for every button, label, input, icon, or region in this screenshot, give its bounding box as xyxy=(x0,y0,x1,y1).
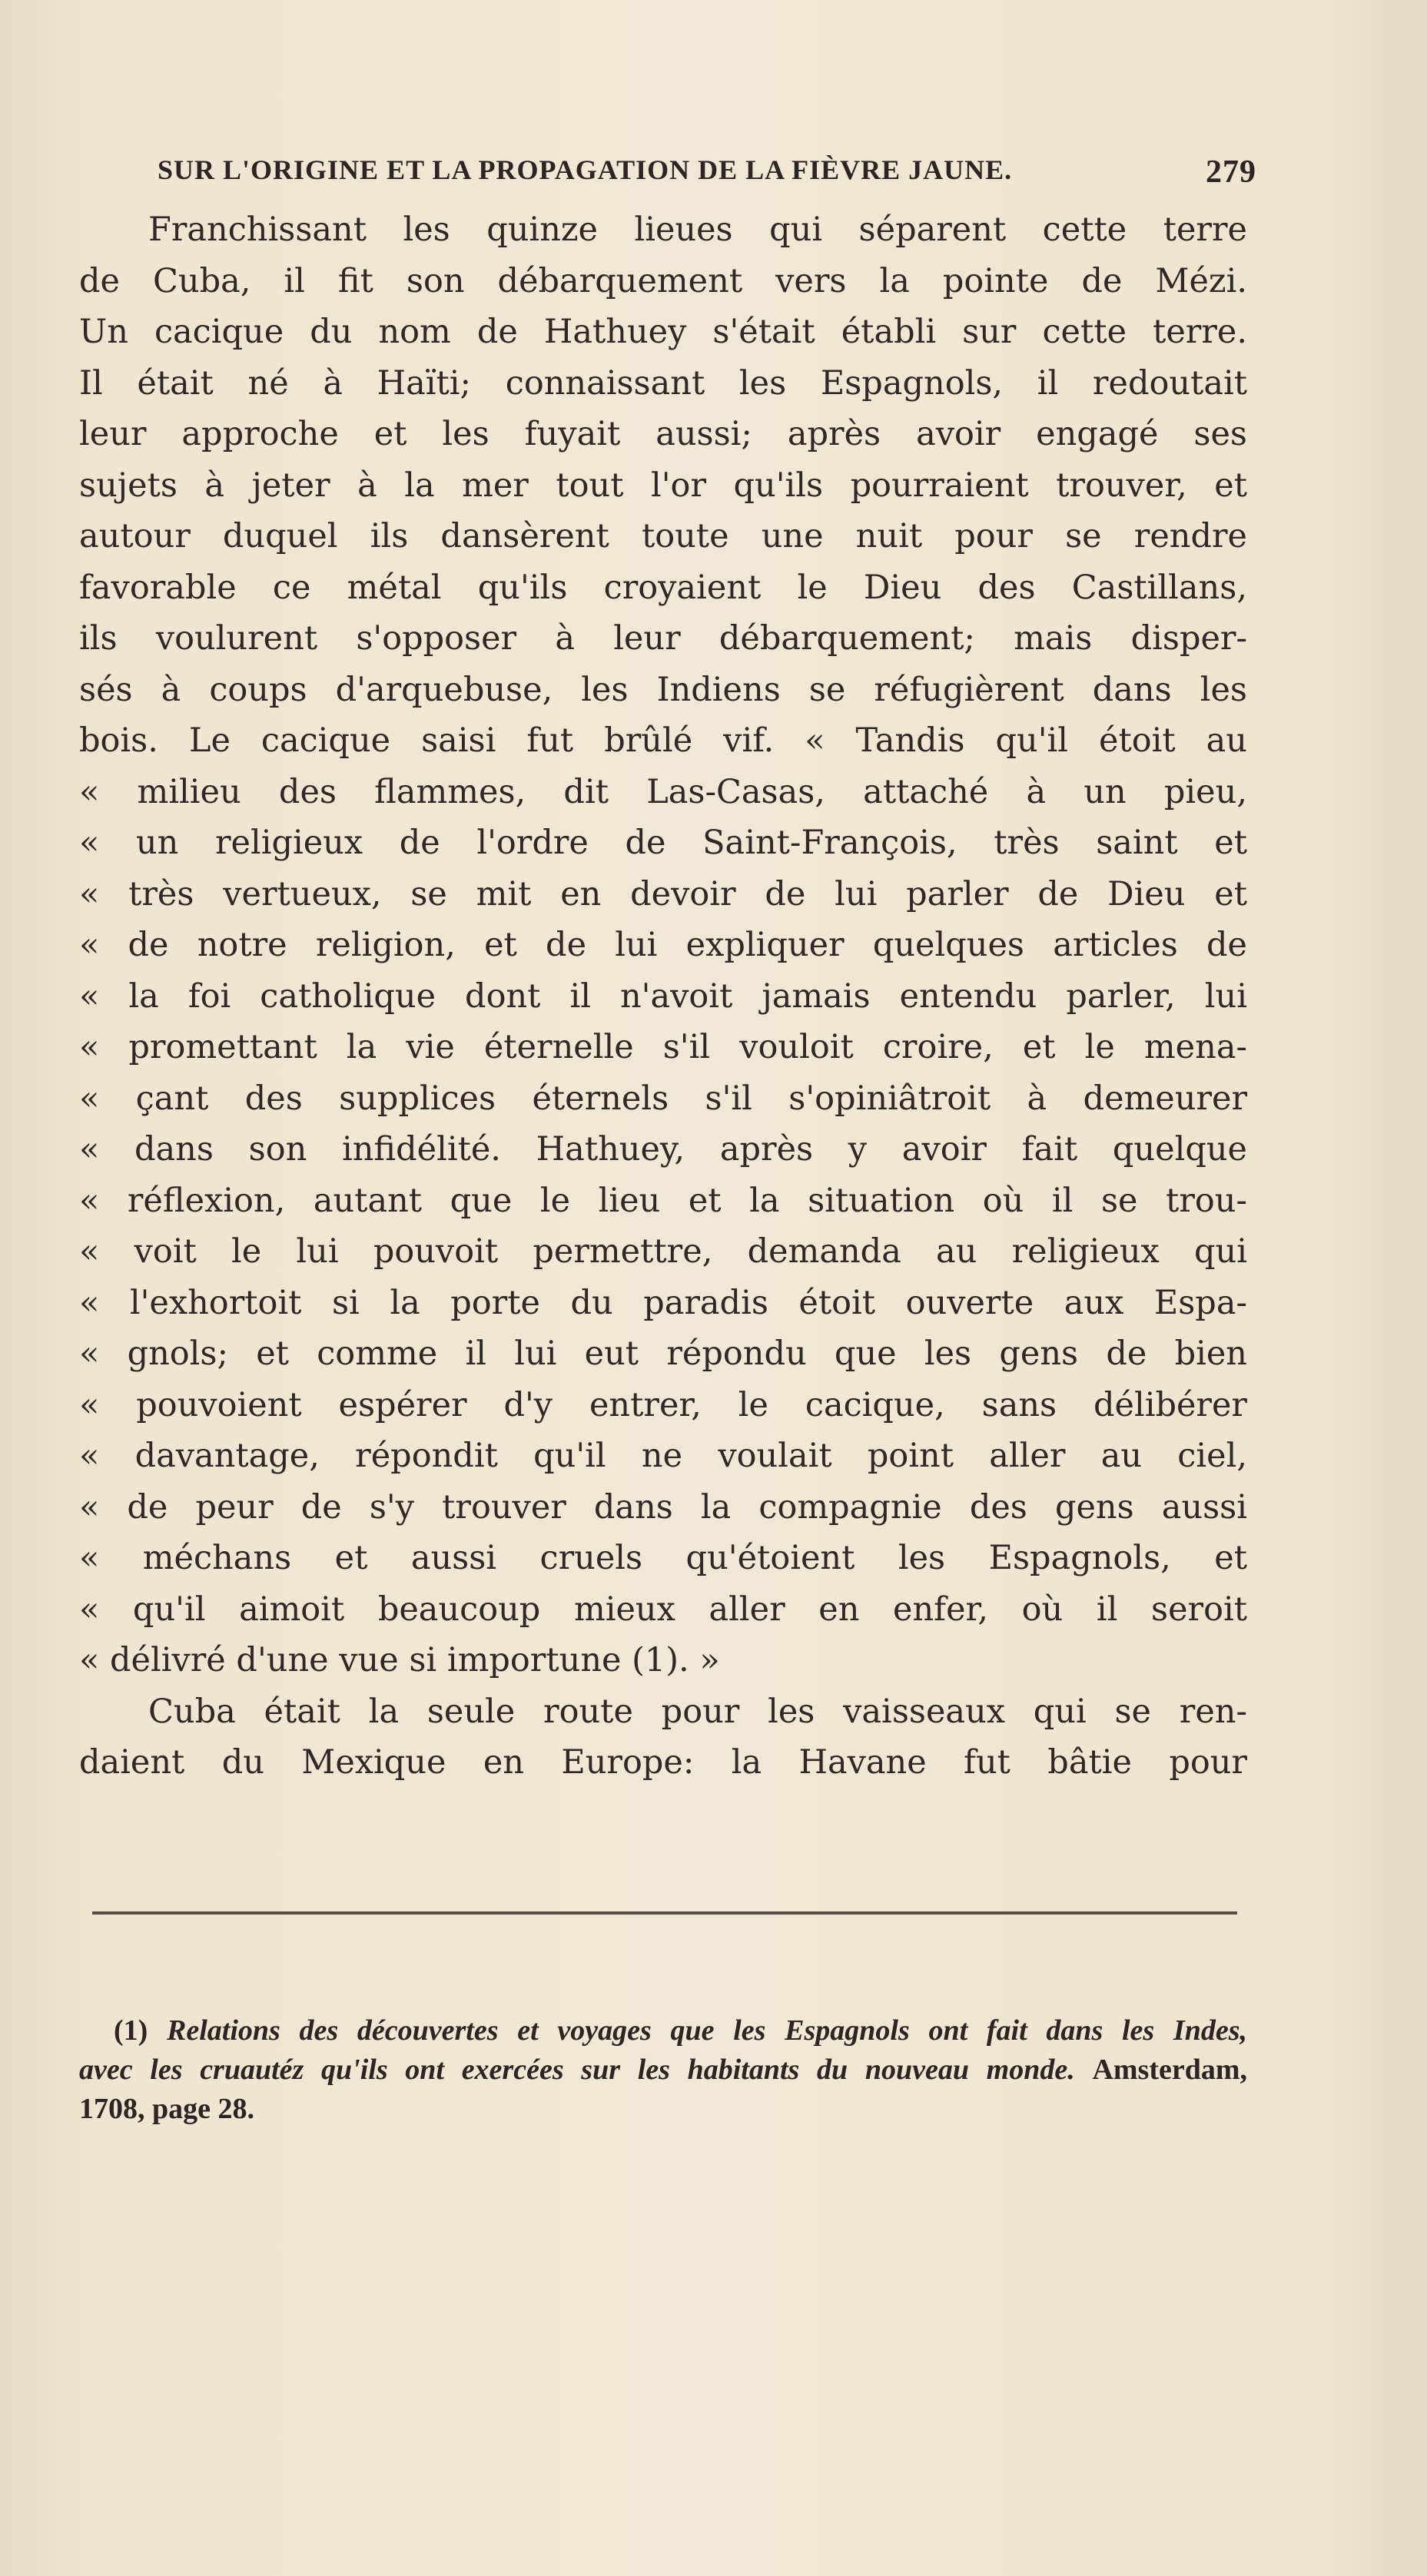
quote-line: « l'exhortoit si la porte du paradis étoit ouverte aux Espa- xyxy=(79,1283,1247,1322)
quote-line: « davantage, répondit qu'il ne voulait point aller au ciel, xyxy=(79,1437,1247,1475)
text-line: Un cacique du nom de Hathuey s'était établi sur cette terre. xyxy=(79,313,1247,351)
footnote-title: Relations des découvertes et voyages que les Espagnols ont fait dans les Indes, xyxy=(167,2014,1247,2047)
quote-line: « délivré d'une vue si importune (1). » xyxy=(79,1641,720,1679)
text-line: de Cuba, il fit son débarquement vers la pointe de Mézi. xyxy=(79,261,1247,300)
footnote-line xyxy=(79,2011,1247,2051)
body-text xyxy=(79,204,1247,1789)
text-line: Franchissant les quinze lieues qui séparent cette terre xyxy=(148,211,1247,249)
footnote-date-page: 1708, page 28. xyxy=(79,2093,254,2125)
footnote-place: Amsterdam, xyxy=(1092,2054,1247,2086)
text-line: Cuba était la seule route pour les vaisseaux qui se ren- xyxy=(148,1692,1247,1731)
running-title: SUR L'ORIGINE ET LA PROPAGATION DE LA FIÈVRE JAUNE. xyxy=(158,154,1013,185)
quote-line: « de peur de s'y trouver dans la compagnie des gens aussi xyxy=(79,1487,1247,1527)
text-line: favorable ce métal qu'ils croyaient le Dieu des Castillans, xyxy=(79,568,1247,607)
footnote-line xyxy=(79,2090,1247,2129)
quote-line: « qu'il aimoit beaucoup mieux aller en enfer, où il seroit xyxy=(79,1590,1247,1629)
quote-line: « gnols; et comme il lui eut répondu que les gens de bien xyxy=(79,1334,1247,1373)
quote-line: « réflexion, autant que le lieu et la situation où il se trou- xyxy=(79,1181,1247,1220)
text-line: Il était né à Haïti; connaissant les Espagnols, il redoutait xyxy=(79,363,1247,403)
footnote-title-cont: avec les cruautéz qu'ils ont exercées sur les habitants du nouveau monde. xyxy=(79,2054,1075,2086)
text-line: ils voulurent s'opposer à leur débarquement; mais disper- xyxy=(79,619,1247,658)
footnote-rule xyxy=(92,1911,1237,1915)
text-line: sés à coups d'arquebuse, les Indiens se réfugièrent dans les xyxy=(79,670,1247,709)
quote-line: « dans son infidélité. Hathuey, après y avoir fait quelque xyxy=(79,1130,1247,1169)
footnote-marker: (1) xyxy=(114,2014,148,2047)
quote-line: « voit le lui pouvoit permettre, demanda au religieux qui xyxy=(79,1232,1247,1271)
quote-line: « méchans et aussi cruels qu'étoient les Espagnols, et xyxy=(79,1539,1247,1577)
footnote-line xyxy=(79,2051,1247,2090)
footnote xyxy=(79,2011,1247,2129)
page-number: 279 xyxy=(1206,154,1256,190)
text-line: leur approche et les fuyait aussi; après avoir engagé ses xyxy=(79,415,1247,453)
text-line: bois. Le cacique saisi fut brûlé vif. « Tandis qu'il étoit au xyxy=(79,721,1247,760)
quote-line: « pouvoient espérer d'y entrer, le cacique, sans délibérer xyxy=(79,1385,1247,1424)
quote-line: « la foi catholique dont il n'avoit jamais entendu parler, lui xyxy=(79,976,1247,1016)
text-line: autour duquel ils dansèrent toute une nuit pour se rendre xyxy=(79,517,1247,555)
quote-line: « çant des supplices éternels s'il s'opiniâtroit à demeurer xyxy=(79,1079,1247,1118)
quote-line: « promettant la vie éternelle s'il vouloit croire, et le mena- xyxy=(79,1028,1247,1066)
running-head xyxy=(158,154,1272,200)
quote-line: « de notre religion, et de lui expliquer quelques articles de xyxy=(79,926,1247,964)
text-line: daient du Mexique en Europe: la Havane fut bâtie pour xyxy=(79,1743,1247,1782)
quote-line: « très vertueux, se mit en devoir de lui parler de Dieu et xyxy=(79,874,1247,913)
text-line: sujets à jeter à la mer tout l'or qu'ils pourraient trouver, et xyxy=(79,466,1247,505)
quote-line: « milieu des flammes, dit Las-Casas, attaché à un pieu, xyxy=(79,772,1247,811)
quote-line: « un religieux de l'ordre de Saint-François, très saint et xyxy=(79,824,1247,862)
